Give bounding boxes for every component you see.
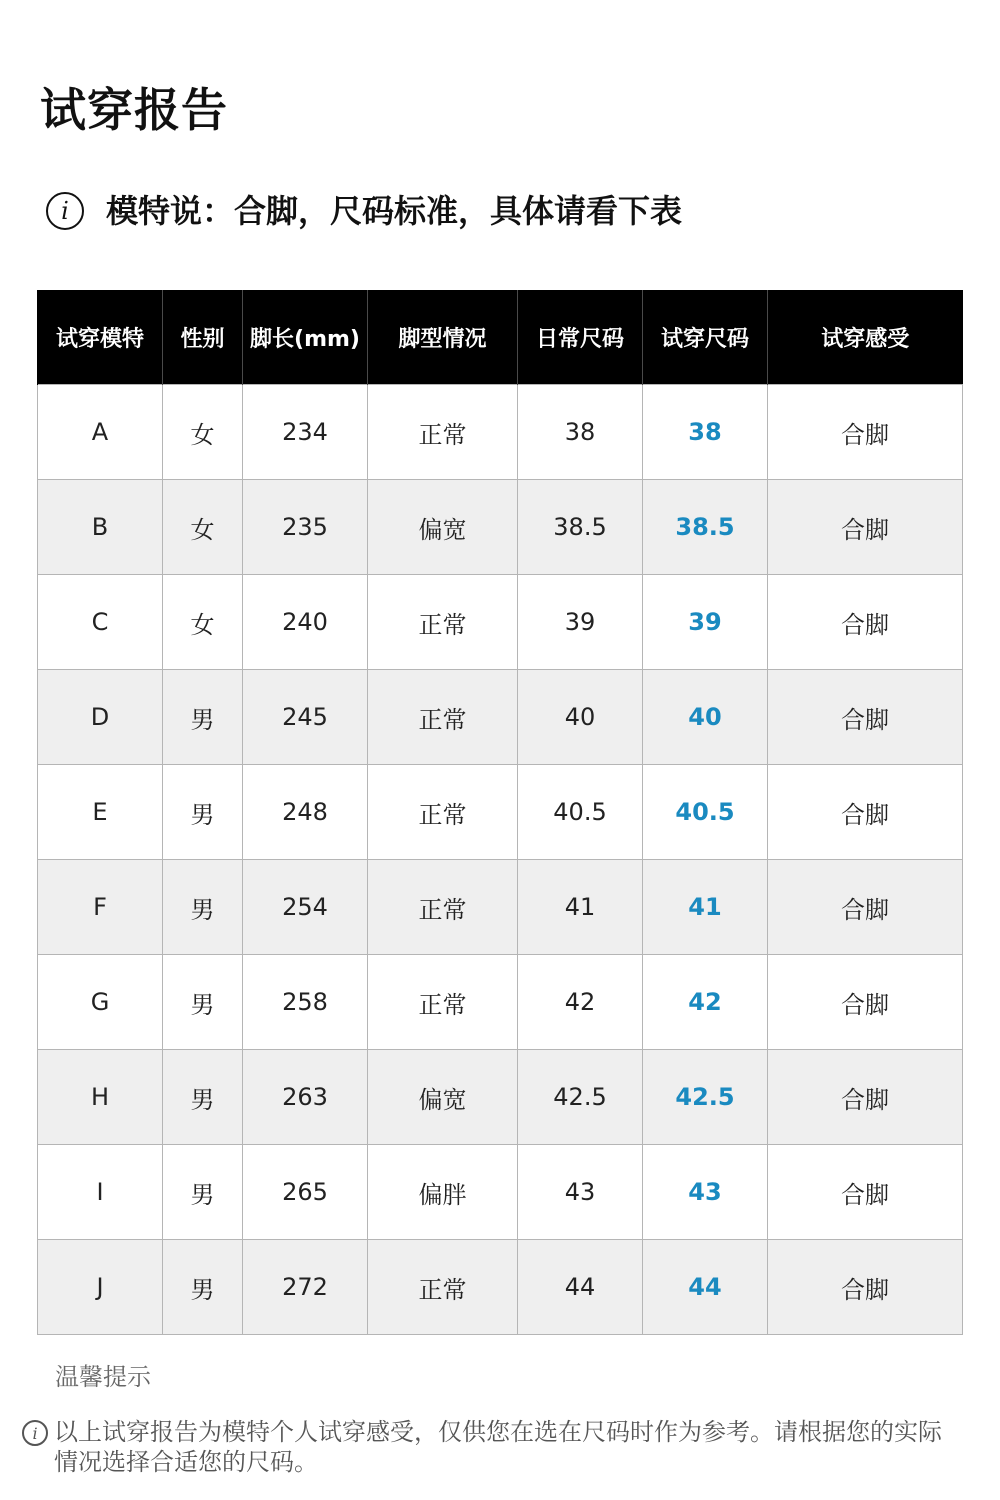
- cell-foot-shape: 偏胖: [368, 1145, 518, 1240]
- tips-note: [22, 1417, 972, 1477]
- info-icon: i: [46, 192, 84, 230]
- table-row: [38, 955, 963, 1050]
- cell-feeling: 合脚: [768, 385, 963, 480]
- cell-feeling: 合脚: [768, 480, 963, 575]
- cell-foot-length: 272: [243, 1240, 368, 1335]
- info-icon: i: [22, 1420, 48, 1446]
- cell-model: G: [38, 955, 163, 1050]
- cell-usual-size: 44: [518, 1240, 643, 1335]
- cell-trial-size: 40.5: [643, 765, 768, 860]
- cell-trial-size: 38.5: [643, 480, 768, 575]
- cell-gender: 男: [163, 765, 243, 860]
- cell-gender: 女: [163, 385, 243, 480]
- cell-feeling: 合脚: [768, 1145, 963, 1240]
- cell-feeling: 合脚: [768, 1050, 963, 1145]
- cell-foot-shape: 正常: [368, 1240, 518, 1335]
- table-row: [38, 1145, 963, 1240]
- cell-trial-size: 42.5: [643, 1050, 768, 1145]
- table-row: [38, 1240, 963, 1335]
- model-summary-text: 模特说：合脚，尺码标准，具体请看下表: [106, 192, 683, 230]
- tips-heading: 温馨提示: [55, 1363, 151, 1391]
- cell-foot-shape: 正常: [368, 765, 518, 860]
- table-row: [38, 575, 963, 670]
- cell-model: C: [38, 575, 163, 670]
- cell-feeling: 合脚: [768, 955, 963, 1050]
- cell-usual-size: 38: [518, 385, 643, 480]
- cell-trial-size: 41: [643, 860, 768, 955]
- cell-trial-size: 39: [643, 575, 768, 670]
- cell-gender: 男: [163, 1240, 243, 1335]
- table-row: [38, 480, 963, 575]
- cell-usual-size: 40: [518, 670, 643, 765]
- header-gender: 性别: [163, 290, 243, 385]
- cell-usual-size: 38.5: [518, 480, 643, 575]
- model-summary: [46, 186, 682, 236]
- cell-foot-length: 265: [243, 1145, 368, 1240]
- cell-usual-size: 41: [518, 860, 643, 955]
- cell-gender: 女: [163, 575, 243, 670]
- header-usual-size: 日常尺码: [518, 290, 643, 385]
- cell-model: A: [38, 385, 163, 480]
- cell-foot-length: 263: [243, 1050, 368, 1145]
- cell-foot-length: 234: [243, 385, 368, 480]
- header-foot-shape: 脚型情况: [368, 290, 518, 385]
- cell-trial-size: 42: [643, 955, 768, 1050]
- page-title: 试穿报告: [40, 83, 228, 137]
- cell-usual-size: 43: [518, 1145, 643, 1240]
- header-model: 试穿模特: [38, 290, 163, 385]
- cell-trial-size: 43: [643, 1145, 768, 1240]
- cell-gender: 男: [163, 670, 243, 765]
- table-row: [38, 670, 963, 765]
- cell-gender: 男: [163, 955, 243, 1050]
- table-row: [38, 1050, 963, 1145]
- cell-foot-shape: 正常: [368, 575, 518, 670]
- table-row: [38, 860, 963, 955]
- header-foot-length: 脚长(mm): [243, 290, 368, 385]
- cell-gender: 男: [163, 1050, 243, 1145]
- cell-foot-length: 258: [243, 955, 368, 1050]
- cell-usual-size: 40.5: [518, 765, 643, 860]
- cell-model: D: [38, 670, 163, 765]
- cell-feeling: 合脚: [768, 1240, 963, 1335]
- cell-foot-shape: 正常: [368, 670, 518, 765]
- cell-model: B: [38, 480, 163, 575]
- cell-foot-length: 245: [243, 670, 368, 765]
- cell-foot-shape: 正常: [368, 385, 518, 480]
- fit-report-table: [37, 290, 963, 1335]
- cell-foot-shape: 正常: [368, 860, 518, 955]
- cell-foot-shape: 偏宽: [368, 1050, 518, 1145]
- table-row: [38, 765, 963, 860]
- cell-model: E: [38, 765, 163, 860]
- cell-foot-length: 240: [243, 575, 368, 670]
- header-trial-size: 试穿尺码: [643, 290, 768, 385]
- cell-model: F: [38, 860, 163, 955]
- cell-foot-length: 235: [243, 480, 368, 575]
- tips-text: 以上试穿报告为模特个人试穿感受，仅供您在选在尺码时作为参考。请根据您的实际情况选择合适您的尺码。: [54, 1418, 942, 1476]
- cell-gender: 女: [163, 480, 243, 575]
- cell-usual-size: 39: [518, 575, 643, 670]
- cell-feeling: 合脚: [768, 860, 963, 955]
- cell-foot-shape: 偏宽: [368, 480, 518, 575]
- cell-foot-shape: 正常: [368, 955, 518, 1050]
- cell-usual-size: 42.5: [518, 1050, 643, 1145]
- cell-model: J: [38, 1240, 163, 1335]
- cell-usual-size: 42: [518, 955, 643, 1050]
- cell-trial-size: 44: [643, 1240, 768, 1335]
- cell-gender: 男: [163, 1145, 243, 1240]
- cell-foot-length: 254: [243, 860, 368, 955]
- cell-gender: 男: [163, 860, 243, 955]
- cell-foot-length: 248: [243, 765, 368, 860]
- cell-model: I: [38, 1145, 163, 1240]
- cell-feeling: 合脚: [768, 765, 963, 860]
- cell-feeling: 合脚: [768, 575, 963, 670]
- cell-feeling: 合脚: [768, 670, 963, 765]
- table-header-row: [38, 290, 963, 385]
- cell-trial-size: 40: [643, 670, 768, 765]
- cell-model: H: [38, 1050, 163, 1145]
- cell-trial-size: 38: [643, 385, 768, 480]
- table-row: [38, 385, 963, 480]
- header-feeling: 试穿感受: [768, 290, 963, 385]
